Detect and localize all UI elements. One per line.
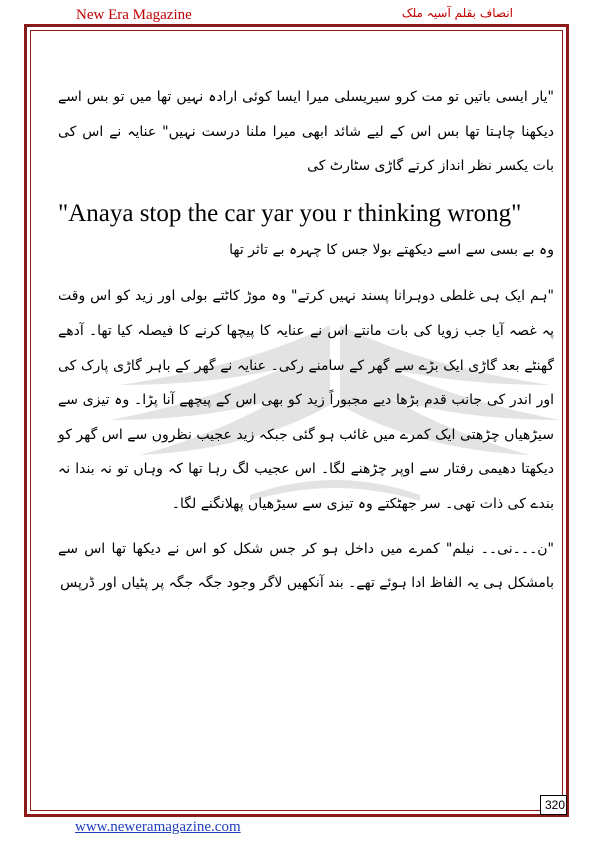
paragraph-4: "ن۔۔۔نی۔۔ نیلم" کمرے میں داخل ہو کر جس شکل کو اس نے دیکھا تھا اس سے بامشکل ہی یہ الفاظ ادا ہوئے تھے۔ بند آنکھیں لاگر وجود جگہ جگہ پر پٹیاں اور ڈرپس: [58, 540, 554, 592]
story-title-author: انصاف بقلم آسیہ ملک: [401, 6, 513, 20]
story-content: [58, 80, 554, 601]
paragraph-3: "ہم ایک ہی غلطی دوہرانا پسند نہیں کرتے" وہ موڑ کاٹتے بولی اور زید کو اس وقت پہ غصہ آیا جب زویا کی بات مانتے اس نے عنایہ کا پیچھا کرنے کا فیصلہ کیا تھا۔ آدھے گھنٹے بعد گاڑی ایک بڑے سے گھر کے سامنے رکی۔ عنایہ نے گھر کے باہر گاڑی پارک کی اور اندر کی جانب قدم بڑھا دیے مجبوراً زید کو بھی اس کے پیچھے آنا پڑا۔ وہ تیزی سے سیڑھیاں چڑھتی ایک کمرے میں غائب ہو گئی جبکہ زید عجیب نظروں سے اس گھر کو دیکھتا دھیمی رفتار سے اوپر چڑھنے لگا۔ اس عجیب لگ رہا تھا کہ وہاں تو نہ بندا نہ بندے کی ذات تھی۔ سر جھٹکتے وہ تیزی سے سیڑھیاں پھلانگنے لگا۔: [58, 288, 554, 512]
page-number: 320: [540, 795, 567, 815]
magazine-name: New Era Magazine: [76, 7, 192, 23]
paragraph-1: "یار ایسی باتیں تو مت کرو سیریسلی میرا ایسا کوئی ارادہ نہیں تھا میں تو بس اسے دیکھنا چاہتا تھا بس اس کے لیے شائد ابھی میرا ملنا درست نہیں" عنایہ نے اس کی بات یکسر نظر انداز کرتے گاڑی سٹارٹ کی: [58, 89, 554, 175]
english-dialogue: "Anaya stop the car yar you r thinking wrong": [58, 199, 522, 227]
website-link[interactable]: www.neweramagazine.com: [75, 819, 241, 835]
paragraph-2: وہ بے بسی سے اسے دیکھتے بولا جس کا چہرہ بے تاثر تھا: [229, 241, 554, 258]
